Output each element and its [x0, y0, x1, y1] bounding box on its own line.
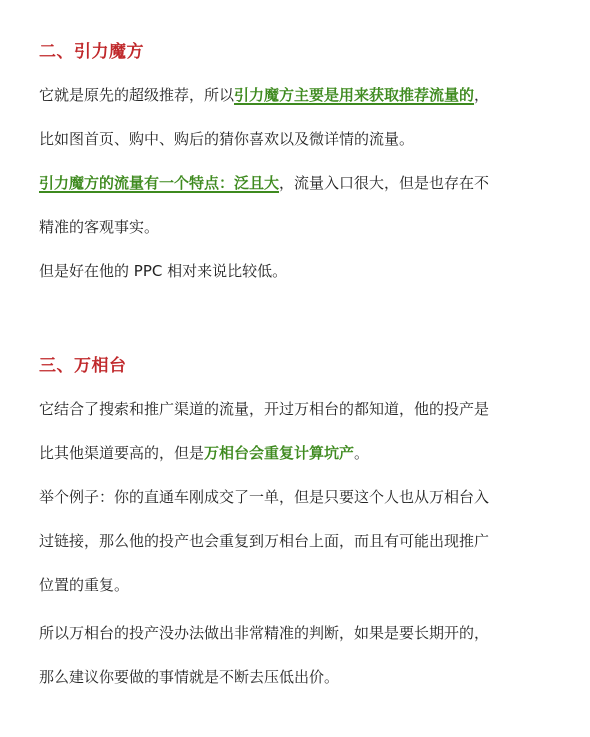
paragraph-line: 举个例子：你的直通车刚成交了一单，但是只要这个人也从万相台入 [39, 488, 490, 506]
highlight-underlined-text: 引力魔方主要是用来获取推荐流量的 [234, 86, 475, 104]
paragraph-line: 但是好在他的 PPC 相对来说比较低。 [39, 262, 288, 280]
paragraph-line [39, 84, 489, 105]
text-span: 。 [354, 444, 370, 462]
highlight-text: 万相台会重复计算坑产 [204, 444, 355, 462]
paragraph-line [39, 442, 369, 463]
paragraph-line: 位置的重复。 [39, 576, 130, 594]
paragraph-line: 那么建议你要做的事情就是不断去压低出价。 [39, 668, 340, 686]
paragraph-line: 它结合了搜索和推广渠道的流量，开过万相台的都知道，他的投产是 [39, 400, 490, 418]
section-heading-wanxiangtai: 三、万相台 [39, 356, 127, 376]
paragraph-line: 精准的客观事实。 [39, 218, 160, 236]
text-span: 它就是原先的超级推荐，所以 [39, 86, 235, 104]
text-span: ，流量入口很大，但是也存在不 [279, 174, 490, 192]
text-span: ， [474, 86, 490, 104]
section-heading-yinli-mofang: 二、引力魔方 [39, 42, 144, 62]
paragraph-line: 所以万相台的投产没办法做出非常精准的判断，如果是要长期开的， [39, 624, 490, 642]
paragraph-line: 过链接，那么他的投产也会重复到万相台上面，而且有可能出现推广 [39, 532, 490, 550]
paragraph-line: 比如图首页、购中、购后的猜你喜欢以及微详情的流量。 [39, 130, 415, 148]
highlight-underlined-text: 引力魔方的流量有一个特点：泛且大 [39, 174, 280, 192]
text-span: 比其他渠道要高的，但是 [39, 444, 205, 462]
paragraph-line [39, 172, 489, 193]
